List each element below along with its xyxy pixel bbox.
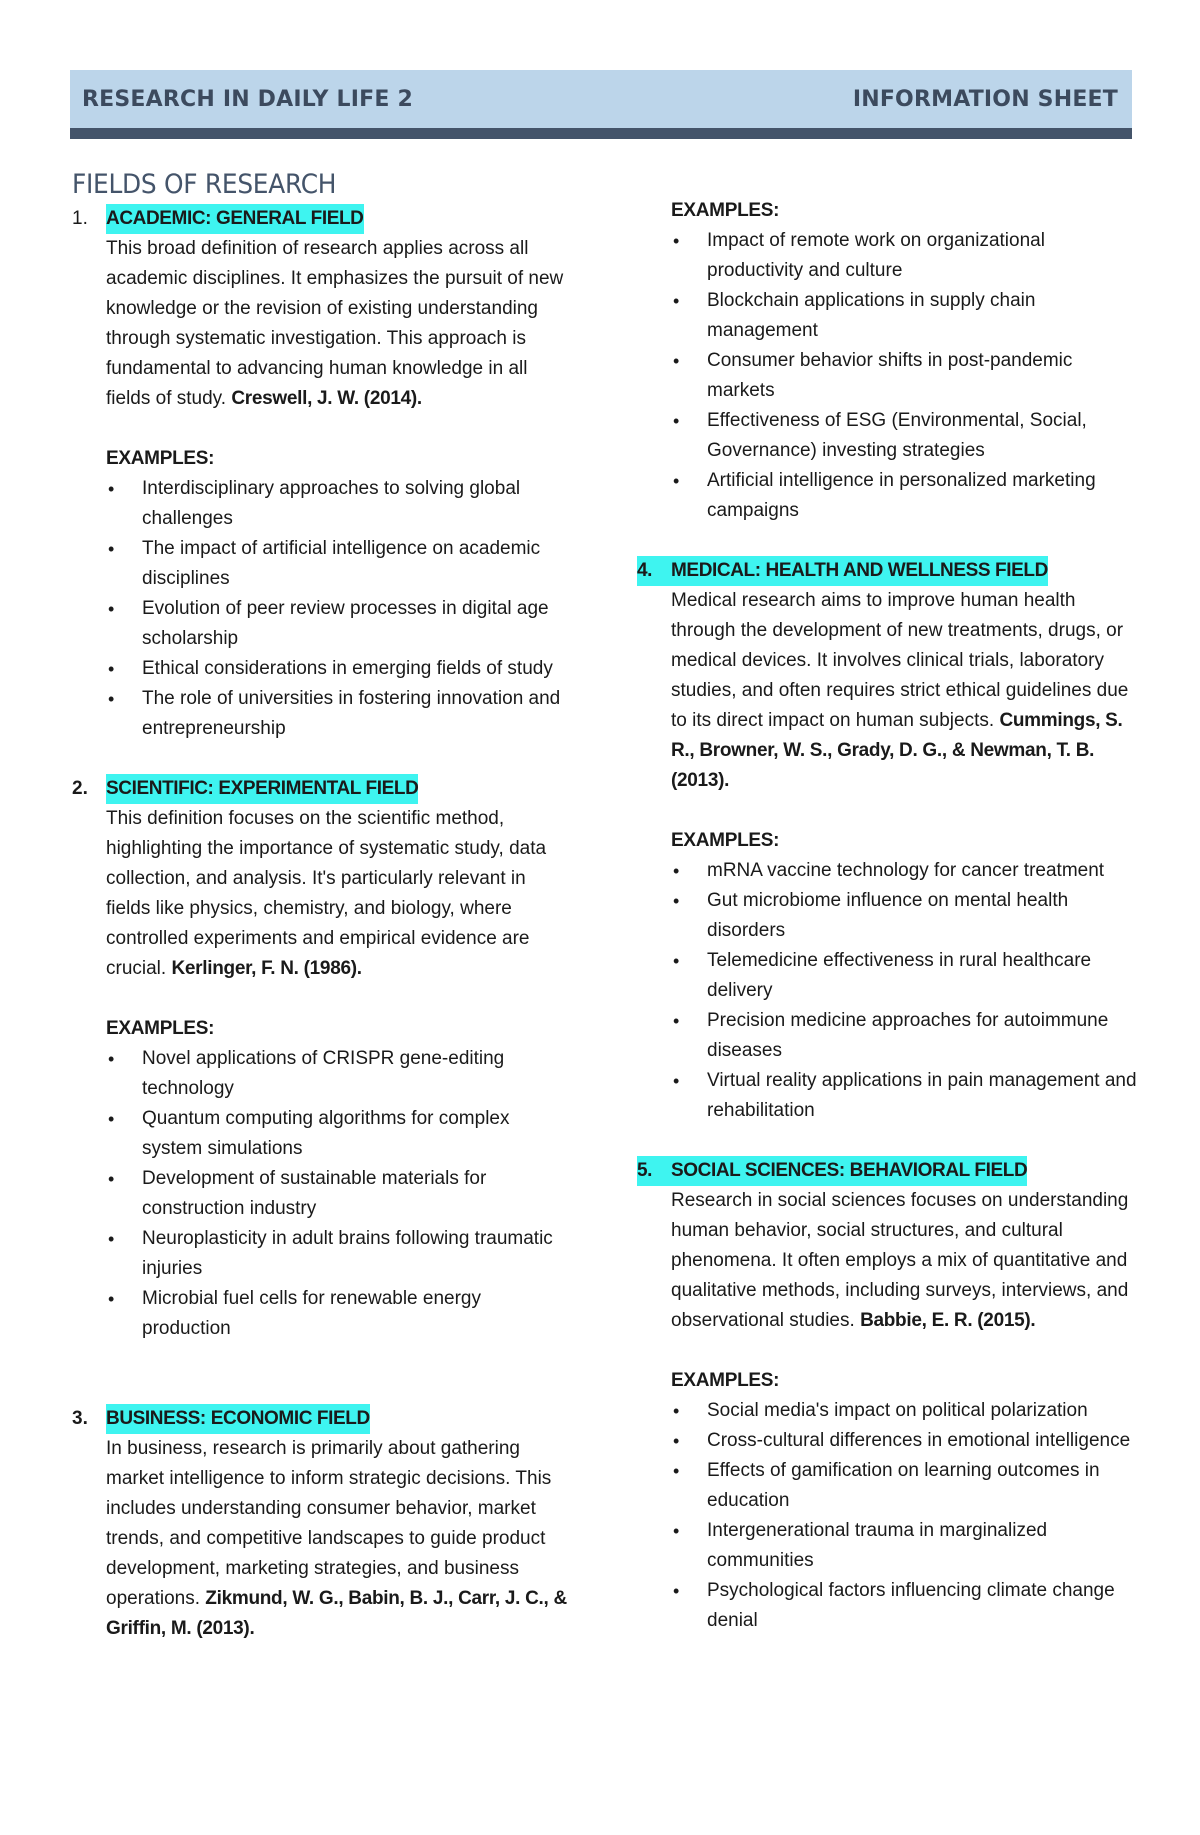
list-item: • Evolution of peer review processes in digital age scholarship [106, 594, 572, 654]
section-heading [72, 204, 572, 234]
section-academic [72, 204, 572, 744]
section-title-text: MEDICAL: HEALTH AND WELLNESS FIELD [671, 560, 1048, 581]
list-item: • Neuroplasticity in adult brains following traumatic injuries [106, 1224, 572, 1284]
examples-label: EXAMPLES: [671, 1370, 780, 1391]
list-item: • Effectiveness of ESG (Environmental, Social, Governance) investing strategies [671, 406, 1137, 466]
list-item: • The role of universities in fostering innovation and entrepreneurship [106, 684, 572, 744]
section-number: 4. [637, 560, 653, 581]
section-title: ACADEMIC: GENERAL FIELD [106, 204, 364, 234]
list-item: • Interdisciplinary approaches to solving global challenges [106, 474, 572, 534]
section-scientific [72, 774, 572, 1344]
section-number: 2. [72, 778, 88, 799]
examples-list [671, 856, 1137, 1126]
list-item: • Psychological factors influencing climate change denial [671, 1576, 1137, 1636]
list-item: • Development of sustainable materials for construction industry [106, 1164, 572, 1224]
list-item: • Consumer behavior shifts in post-pandemic markets [671, 346, 1137, 406]
section-heading [637, 1156, 1137, 1186]
description-text: This broad definition of research applies across all academic disciplines. It emphasizes the pursuit of new knowledge or the revision of existing understanding through systematic investigation. This approach is fundamental to advancing human knowledge in all fields of study. [106, 238, 564, 409]
list-item: • Blockchain applications in supply chain management [671, 286, 1137, 346]
section-description [106, 1434, 572, 1644]
examples-label: EXAMPLES: [106, 448, 215, 469]
section-heading [637, 556, 1137, 586]
list-item: • Gut microbiome influence on mental health disorders [671, 886, 1137, 946]
list-item: • mRNA vaccine technology for cancer treatment [671, 856, 1137, 886]
examples-list [671, 1396, 1137, 1636]
description-text: Research in social sciences focuses on understanding human behavior, social structures, and cultural phenomena. It often employs a mix of quantitative and qualitative methods, including surveys, interviews, and observational studies. [671, 1190, 1129, 1331]
section-description [671, 586, 1137, 796]
section-heading [72, 1404, 572, 1434]
right-column [637, 165, 1137, 1636]
list-item: • Novel applications of CRISPR gene-editing technology [106, 1044, 572, 1104]
list-item: • Social media's impact on political polarization [671, 1396, 1137, 1426]
examples-label: EXAMPLES: [671, 830, 780, 851]
section-title [637, 556, 1048, 586]
section-title-text: SOCIAL SCIENCES: BEHAVIORAL FIELD [671, 1160, 1028, 1181]
list-item: • Artificial intelligence in personalized marketing campaigns [671, 466, 1137, 526]
header-right-title: INFORMATION SHEET [852, 86, 1118, 112]
list-item: • The impact of artificial intelligence on academic disciplines [106, 534, 572, 594]
examples-list [671, 226, 1137, 526]
section-title: SCIENTIFIC: EXPERIMENTAL FIELD [106, 774, 418, 804]
list-item: • Cross-cultural differences in emotional intelligence [671, 1426, 1137, 1456]
list-item: • Impact of remote work on organizational productivity and culture [671, 226, 1137, 286]
citation: Zikmund, W. G., Babin, B. J., Carr, J. C., & Griffin, M. (2013). [106, 1588, 567, 1639]
section-social-sciences [637, 1156, 1137, 1636]
left-column [72, 165, 572, 1644]
description-text: In business, research is primarily about gathering market intelligence to inform strategic decisions. This includes understanding consumer behavior, market trends, and competitive landscapes to guide product development, marketing strategies, and business operations. [106, 1438, 552, 1609]
page-title: FIELDS OF RESEARCH [72, 169, 337, 200]
section-description [106, 804, 572, 984]
section-number: 1. [72, 208, 88, 229]
section-description [671, 1186, 1137, 1336]
list-item: • Intergenerational trauma in marginalized communities [671, 1516, 1137, 1576]
list-item: • Telemedicine effectiveness in rural healthcare delivery [671, 946, 1137, 1006]
list-item: • Precision medicine approaches for autoimmune diseases [671, 1006, 1137, 1066]
section-title [637, 1156, 1027, 1186]
citation: Cummings, S. R., Browner, W. S., Grady, D. G., & Newman, T. B. (2013). [671, 710, 1123, 791]
list-item: • Quantum computing algorithms for complex system simulations [106, 1104, 572, 1164]
section-title: BUSINESS: ECONOMIC FIELD [106, 1404, 370, 1434]
examples-list [106, 1044, 572, 1344]
section-number: 3. [72, 1408, 88, 1429]
section-medical [637, 556, 1137, 1126]
section-business [72, 1404, 572, 1644]
examples-list [106, 474, 572, 744]
citation: Babbie, E. R. (2015). [860, 1310, 1036, 1331]
list-item: • Ethical considerations in emerging fields of study [106, 654, 572, 684]
section-heading [72, 774, 572, 804]
citation: Creswell, J. W. (2014). [231, 388, 422, 409]
list-item: • Virtual reality applications in pain management and rehabilitation [671, 1066, 1137, 1126]
header-divider-bar [70, 128, 1132, 139]
list-item: • Microbial fuel cells for renewable energy production [106, 1284, 572, 1344]
list-item: • Effects of gamification on learning outcomes in education [671, 1456, 1137, 1516]
header-left-title: RESEARCH IN DAILY LIFE 2 [82, 86, 413, 112]
header-band [70, 70, 1132, 128]
description-text: This definition focuses on the scientific method, highlighting the importance of systematic study, data collection, and analysis. It's particularly relevant in fields like physics, chemistry, and biology, where controlled experiments and empirical evidence are crucial. [106, 808, 547, 979]
examples-label: EXAMPLES: [671, 200, 780, 221]
description-text: Medical research aims to improve human health through the development of new treatments, drugs, or medical devices. It involves clinical trials, laboratory studies, and often requires strict ethical guidelines due to its direct impact on human subjects. [671, 590, 1129, 731]
examples-label: EXAMPLES: [106, 1018, 215, 1039]
section-business-examples [637, 196, 1137, 526]
section-number: 5. [637, 1160, 653, 1181]
section-description [106, 234, 572, 414]
citation: Kerlinger, F. N. (1986). [171, 958, 362, 979]
